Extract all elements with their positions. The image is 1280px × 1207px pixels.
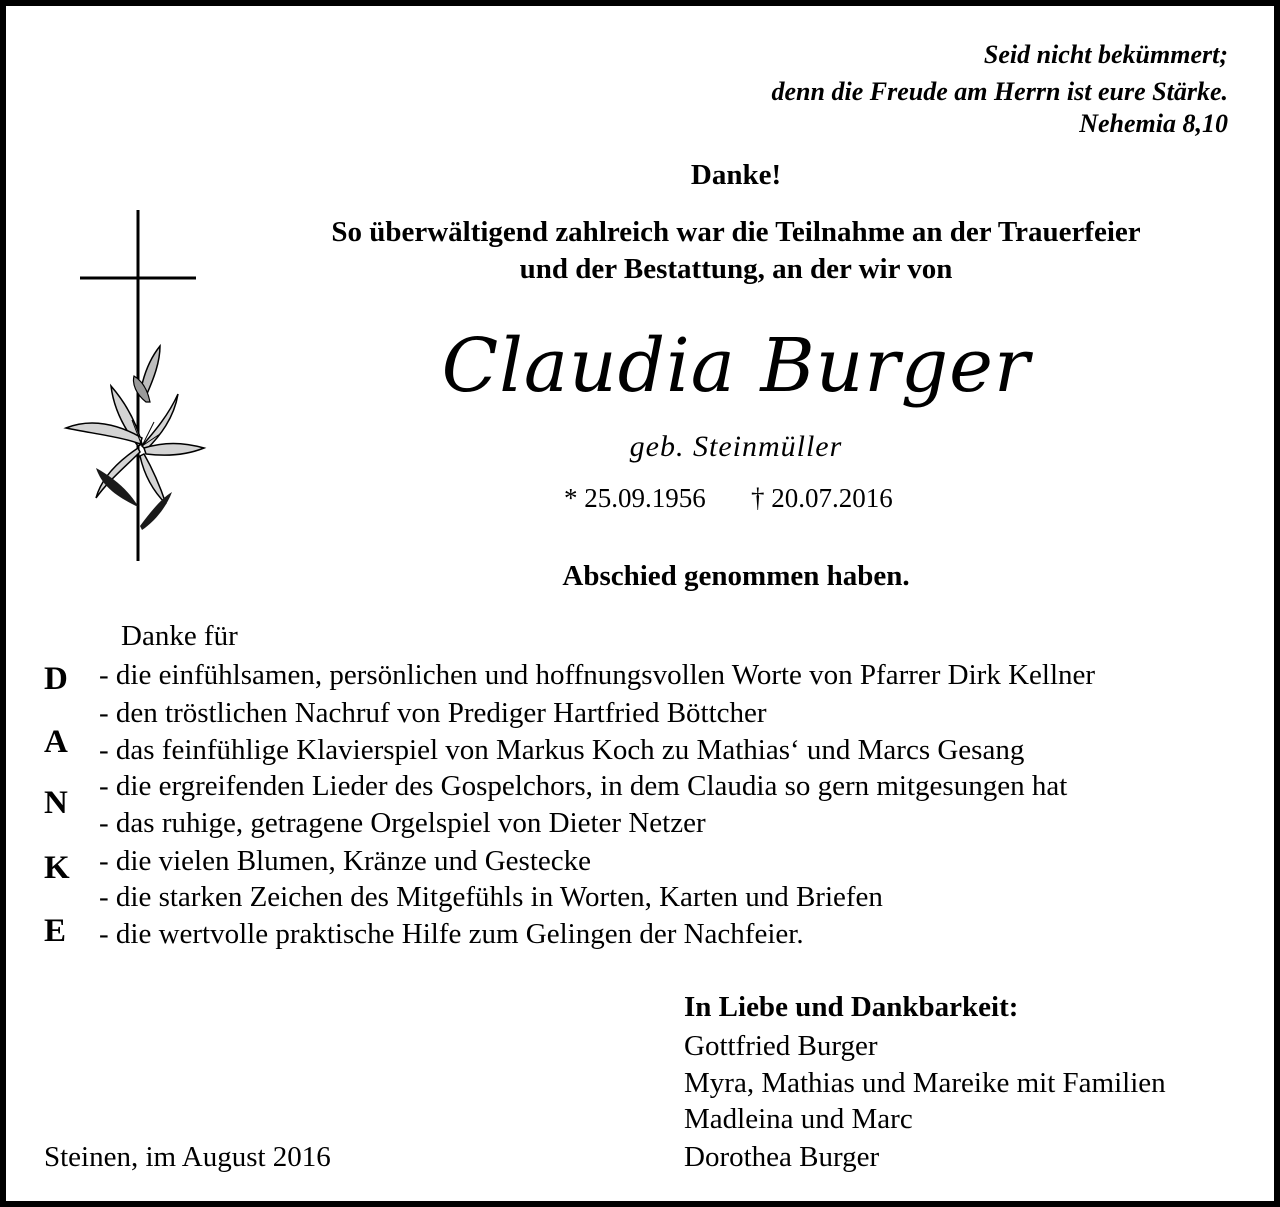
acrostic-letter: K [44, 850, 70, 886]
acrostic-letter: N [44, 785, 68, 821]
deceased-name: Claudia Burger [441, 323, 1031, 409]
death-date: † 20.07.2016 [751, 483, 893, 513]
thanks-item: - die einfühlsamen, persönlichen und hoffnungsvollen Worte von Pfarrer Dirk Kellner [99, 659, 1096, 691]
intro-line-1: So überwältigend zahlreich war die Teilnahme an der Trauerfeier [331, 216, 1141, 248]
thanks-item: - den tröstlichen Nachruf von Prediger Hartfried Böttcher [99, 697, 767, 729]
thanks-item: - die vielen Blumen, Kränze und Gestecke [99, 845, 592, 877]
acrostic-letter: E [44, 913, 67, 949]
thanks-item: - die starken Zeichen des Mitgefühls in Worten, Karten und Briefen [99, 881, 883, 913]
acrostic-letter: D [44, 661, 68, 697]
signature-heading: In Liebe und Dankbarkeit: [684, 991, 1019, 1023]
signature-name: Dorothea Burger [684, 1141, 880, 1173]
intro-line-2: und der Bestattung, an der wir von [519, 253, 953, 285]
thanks-item: - das feinfühlige Klavierspiel von Markus Koch zu Mathias‘ und Marcs Gesang [99, 734, 1025, 766]
intro-title: Danke! [690, 159, 782, 191]
signature-name: Gottfried Burger [684, 1030, 878, 1062]
motto-line-1: Seid nicht bekümmert; [983, 40, 1228, 69]
birth-date: * 25.09.1956 [564, 483, 706, 513]
signature-name: Myra, Mathias und Mareike mit Familien [684, 1067, 1166, 1099]
place-date: Steinen, im August 2016 [44, 1141, 331, 1173]
farewell-line: Abschied genommen haben. [562, 560, 910, 592]
maiden-name: geb. Steinmüller [629, 430, 843, 463]
thanks-item: - die ergreifenden Lieder des Gospelchors, in dem Claudia so gern mitgesungen hat [99, 770, 1068, 802]
acrostic-letter: A [44, 724, 68, 760]
motto-line-2: denn die Freude am Herrn ist eure Stärke. [771, 77, 1228, 106]
motto-source: Nehemia 8,10 [1079, 109, 1228, 138]
signature-name: Madleina und Marc [684, 1103, 913, 1135]
thanks-heading: Danke für [121, 620, 238, 652]
thanks-item: - die wertvolle praktische Hilfe zum Gelingen der Nachfeier. [99, 918, 804, 950]
thanks-item: - das ruhige, getragene Orgelspiel von Dieter Netzer [99, 807, 706, 839]
